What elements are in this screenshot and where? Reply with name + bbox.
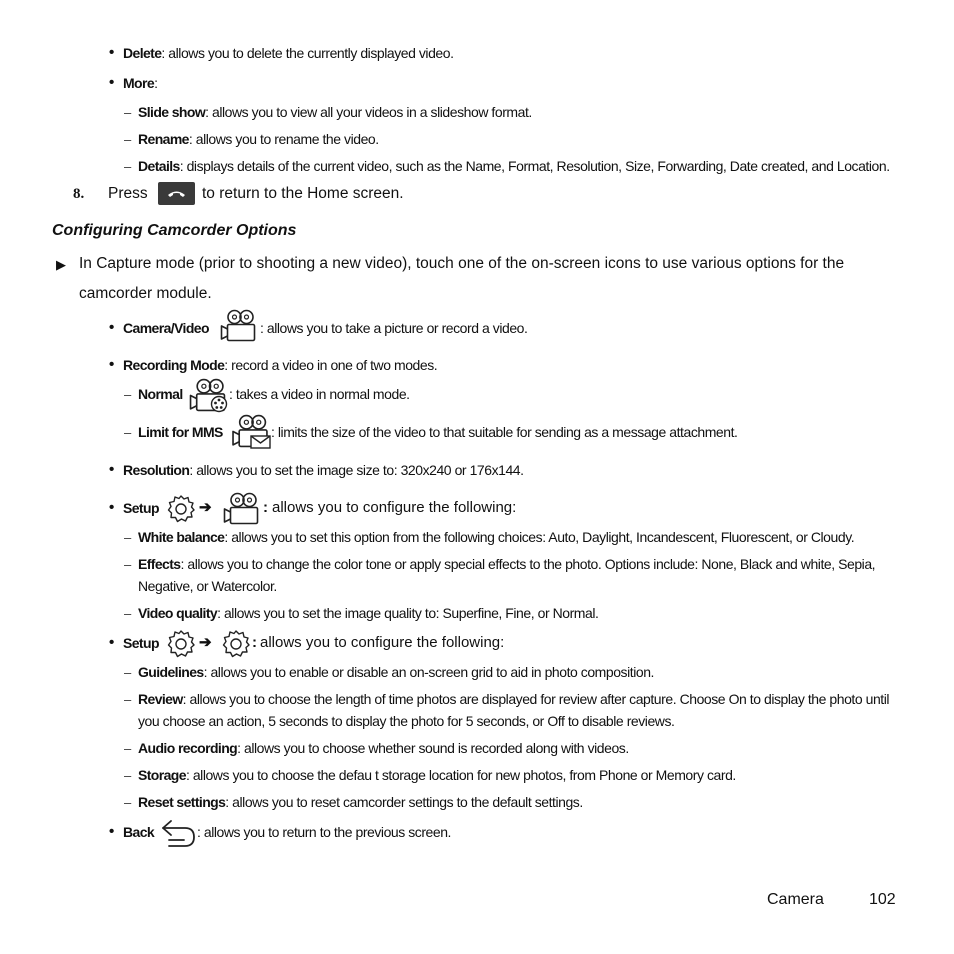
recording-mode-text: : record a video in one of two modes.	[224, 357, 438, 373]
bullet: •	[109, 499, 115, 516]
mms-mode-icon	[229, 413, 272, 450]
guidelines-term: Guidelines	[138, 664, 204, 680]
step-text-before: Press	[108, 185, 148, 202]
effects-item	[138, 556, 875, 573]
dash: –	[124, 692, 132, 707]
video-quality-term: Video quality	[138, 605, 218, 621]
slideshow-item	[138, 104, 532, 121]
arrow-symbol: ➔	[199, 634, 212, 651]
delete-item	[123, 45, 454, 62]
effects-text-line-2: Negative, or Watercolor.	[138, 578, 277, 594]
setup-term: Setup	[123, 635, 159, 651]
dash: –	[124, 159, 132, 174]
guidelines-item	[138, 664, 654, 681]
review-text-line-2: you choose an action, 5 seconds to display the photo for 5 seconds, or Off to disable reviews.	[138, 713, 675, 729]
footer-section: Camera	[767, 891, 824, 908]
rename-item	[138, 131, 379, 148]
recording-mode-term: Recording Mode	[123, 357, 225, 373]
slideshow-term: Slide show	[138, 104, 206, 120]
bullet: •	[109, 356, 115, 373]
normal-mode-icon	[187, 377, 229, 414]
end-key-glyph	[158, 182, 195, 205]
dash: –	[124, 530, 132, 545]
intro-line-2: camcorder module.	[79, 285, 212, 302]
section-heading: Configuring Camcorder Options	[52, 222, 297, 239]
camcorder-icon	[221, 491, 262, 527]
more-text: :	[154, 75, 158, 91]
audio-recording-term: Audio recording	[138, 740, 238, 756]
audio-recording-text: : allows you to choose whether sound is recorded along with videos.	[237, 740, 629, 756]
dash: –	[124, 105, 132, 120]
triangle-bullet: ▶	[56, 257, 66, 272]
arrow-symbol: ➔	[199, 499, 212, 516]
more-item	[123, 75, 158, 92]
camcorder-icon	[218, 308, 259, 344]
gear-icon	[166, 629, 196, 659]
dash: –	[124, 557, 132, 572]
storage-text: : allows you to choose the defau t storage location for new photos, from Phone or Memory card.	[185, 767, 736, 783]
setup-term: Setup	[123, 500, 159, 516]
audio-recording-item	[138, 740, 629, 757]
storage-item	[138, 767, 736, 784]
dash: –	[124, 665, 132, 680]
back-icon	[159, 818, 197, 850]
resolution-text: : allows you to set the image size to: 320x240 or 176x144.	[189, 462, 524, 478]
dash: –	[124, 132, 132, 147]
step-number: 8.	[73, 186, 85, 202]
end-key-icon	[158, 182, 195, 205]
dash: –	[124, 795, 132, 810]
gear-icon	[166, 494, 196, 524]
recording-mode-item	[123, 357, 437, 374]
normal-term: Normal	[138, 386, 183, 402]
resolution-item	[123, 462, 524, 479]
review-term: Review	[138, 691, 183, 707]
camera-video-text: : allows you to take a picture or record a video.	[260, 320, 528, 336]
review-text: : allows you to choose the length of time photos are displayed for review after capture. Choose On to display the photo until	[182, 691, 890, 707]
details-item	[138, 158, 890, 175]
effects-term: Effects	[138, 556, 181, 572]
details-text: : displays details of the current video, such as the Name, Format, Resolution, Size, Forwarding, Date created, and Location.	[179, 158, 890, 174]
setup-text: allows you to configure the following:	[272, 499, 517, 516]
normal-text: : takes a video in normal mode.	[229, 386, 410, 402]
setup-colon: :	[252, 634, 257, 651]
back-term: Back	[123, 824, 155, 840]
rename-term: Rename	[138, 131, 189, 147]
more-term: More	[123, 75, 155, 91]
setup-text: allows you to configure the following:	[260, 634, 505, 651]
back-text: : allows you to return to the previous screen.	[197, 824, 451, 840]
guidelines-text: : allows you to enable or disable an on-screen grid to aid in photo composition.	[203, 664, 654, 680]
step-text-after: to return to the Home screen.	[202, 185, 404, 202]
delete-term: Delete	[123, 45, 162, 61]
reset-settings-text: : allows you to reset camcorder settings to the default settings.	[225, 794, 583, 810]
reset-settings-term: Reset settings	[138, 794, 226, 810]
slideshow-text: : allows you to view all your videos in a slideshow format.	[205, 104, 532, 120]
dash: –	[124, 741, 132, 756]
effects-text: : allows you to change the color tone or apply special effects to the photo. Options include: None, Black and white, Sepia,	[180, 556, 876, 572]
resolution-term: Resolution	[123, 462, 190, 478]
reset-settings-item	[138, 794, 583, 811]
bullet: •	[109, 823, 115, 840]
dash: –	[124, 768, 132, 783]
review-item	[138, 691, 889, 708]
gear-icon	[221, 629, 251, 659]
white-balance-item	[138, 529, 854, 546]
setup-colon: :	[263, 499, 268, 516]
storage-term: Storage	[138, 767, 186, 783]
limit-mms-text: : limits the size of the video to that suitable for sending as a message attachment.	[271, 424, 738, 440]
video-quality-item	[138, 605, 598, 622]
dash: –	[124, 606, 132, 621]
bullet: •	[109, 634, 115, 651]
page-number: 102	[869, 891, 896, 908]
delete-text: : allows you to delete the currently displayed video.	[161, 45, 454, 61]
rename-text: : allows you to rename the video.	[188, 131, 379, 147]
dash: –	[124, 387, 132, 402]
camera-video-term: Camera/Video	[123, 320, 209, 336]
bullet: •	[109, 319, 115, 336]
bullet: •	[109, 74, 115, 91]
white-balance-text: : allows you to set this option from the following choices: Auto, Daylight, Incandescent, Fluorescent, or Cloudy.	[224, 529, 855, 545]
intro-line-1: In Capture mode (prior to shooting a new video), touch one of the on-screen icons to use various options for the	[79, 255, 845, 272]
bullet: •	[109, 44, 115, 61]
dash: –	[124, 425, 132, 440]
details-term: Details	[138, 158, 180, 174]
bullet: •	[109, 461, 115, 478]
video-quality-text: : allows you to set the image quality to: Superfine, Fine, or Normal.	[217, 605, 599, 621]
white-balance-term: White balance	[138, 529, 225, 545]
limit-mms-term: Limit for MMS	[138, 424, 223, 440]
